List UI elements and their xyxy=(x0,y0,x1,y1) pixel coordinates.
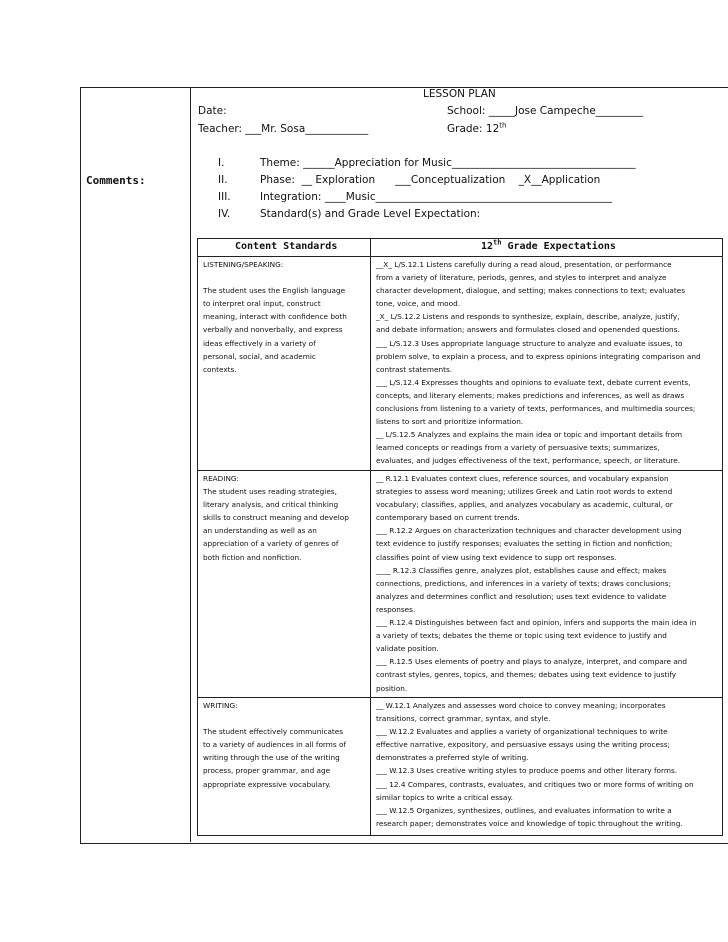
row-divider xyxy=(197,470,723,471)
grade-field: Grade: 12th xyxy=(447,121,507,135)
grade-expectations-header: 12th Grade Expectations xyxy=(481,238,616,252)
comments-divider xyxy=(190,87,191,842)
outline-item-standards: IV. Standard(s) and Grade Level Expectation: xyxy=(218,208,481,220)
outline-item-phase: II. Phase: __ Exploration ___Conceptualization _X__Application xyxy=(218,174,601,186)
content-standards-header: Content Standards xyxy=(235,241,338,252)
expectations-listening-speaking: __X_ L/S.12.1 Listens carefully during a read aloud, presentation, or performance from a variety of literature, periods, genres, and styles to interpret and analyze character development, dialogue, and setting; makes connections to text; evaluates tone, voice, and mood. _X_ L/S.12.2 Listens and responds to synthesize, explain, describe, analyze, justify, and debate information; answers and formulates closed and openended questions. ___ L/S.12.3 Uses appropriate language structure to analyze and evaluate issues, to problem solve, to explain a process, and to express opinions integrating comparison and contrast statements. ___ L/S.12.4 Expresses thoughts and opinions to evaluate text, debate current events, concepts, and literary elements; makes predictions and inferences, as well as draws conclusions from listening to a variety of texts, performances, and multimedia sources; listens to sort and prioritize information. __ L/S.12.5 Analyzes and explains the main idea or topic and important details from learned concepts or readings from a variety of persuasive texts; summarizes, evaluates, and judges effectiveness of the text, performance, speech, or literature. xyxy=(376,260,701,466)
school-field: School: _____Jose Campeche_________ xyxy=(447,105,644,117)
expectations-writing: __ W.12.1 Analyzes and assesses word choice to convey meaning; incorporates transitions, correct grammar, syntax, and style. ___ W.12.2 Evaluates and applies a variety of organizational techniques to write effective narrative, expository, and persuasive essays using the writing process; demonstrates a preferred style of writing. ___ W.12.3 Uses creative writing styles to produce poems and other literary forms. ___ 12.4 Compares, contrasts, evaluates, and critiques two or more forms of writing on similar topics to write a critical essay. ___ W.12.5 Organizes, synthesizes, outlines, and evaluates information to write a research paper; demonstrates voice and knowledge of topic throughout the writing. xyxy=(376,701,694,828)
standard-listening-speaking: LISTENING/SPEAKING: The student uses the English language to interpret oral input, construct meaning, interact with confidence both verbally and nonverbally, and express ideas effectively in a variety of personal, social, and academic contexts. xyxy=(203,260,347,374)
row-divider xyxy=(197,697,723,698)
header-row-divider xyxy=(197,256,723,257)
teacher-field: Teacher: ___Mr. Sosa____________ xyxy=(198,123,369,135)
comments-label: Comments: xyxy=(86,174,146,187)
standard-writing: WRITING: The student effectively communicates to a variety of audiences in all forms of writing through the use of the writing process, proper grammar, and age appropriate expressive vocabulary. xyxy=(203,701,347,789)
expectations-reading: __ R.12.1 Evaluates context clues, reference sources, and vocabulary expansion strategies to assess word meaning; utilizes Greek and Latin root words to extend vocabulary; classifies, applies, and analyzes vocabulary as academic, cultural, or contemporary based on current trends. ___ R.12.2 Argues on characterization techniques and character development using text evidence to justify responses; evaluates the setting in fiction and nonfiction; classifies point of view using text evidence to supp ort responses. ____ R.12.3 Classifies genre, analyzes plot, establishes cause and effect; makes connections, predictions, and inferences in a variety of texts; draws conclusions; analyzes and determines conflict and resolution; uses text evidence to validate responses. ___ R.12.4 Distinguishes between fact and opinion, infers and supports the main idea in a variety of texts; debates the theme or topic using text evidence to justify and validate position. ___ R.12.5 Uses elements of poetry and plays to analyze, interpret, and compare and contrast styles, genres, topics, and themes; debates using text evidence to justify position. xyxy=(376,474,697,693)
page-title: LESSON PLAN xyxy=(423,88,496,100)
date-label: Date: xyxy=(198,105,227,117)
outline-item-integration: III. Integration: ____Music_____________________________________________ xyxy=(218,191,612,203)
outline-item-theme: I. Theme: ______Appreciation for Music___________________________________ xyxy=(218,157,636,169)
standard-reading: READING: The student uses reading strategies, literary analysis, and critical thinking skills to construct meaning and develop an understanding as well as an appreciation of a variety of genres of both fiction and nonfiction. xyxy=(203,474,349,562)
table-column-divider xyxy=(370,238,371,836)
